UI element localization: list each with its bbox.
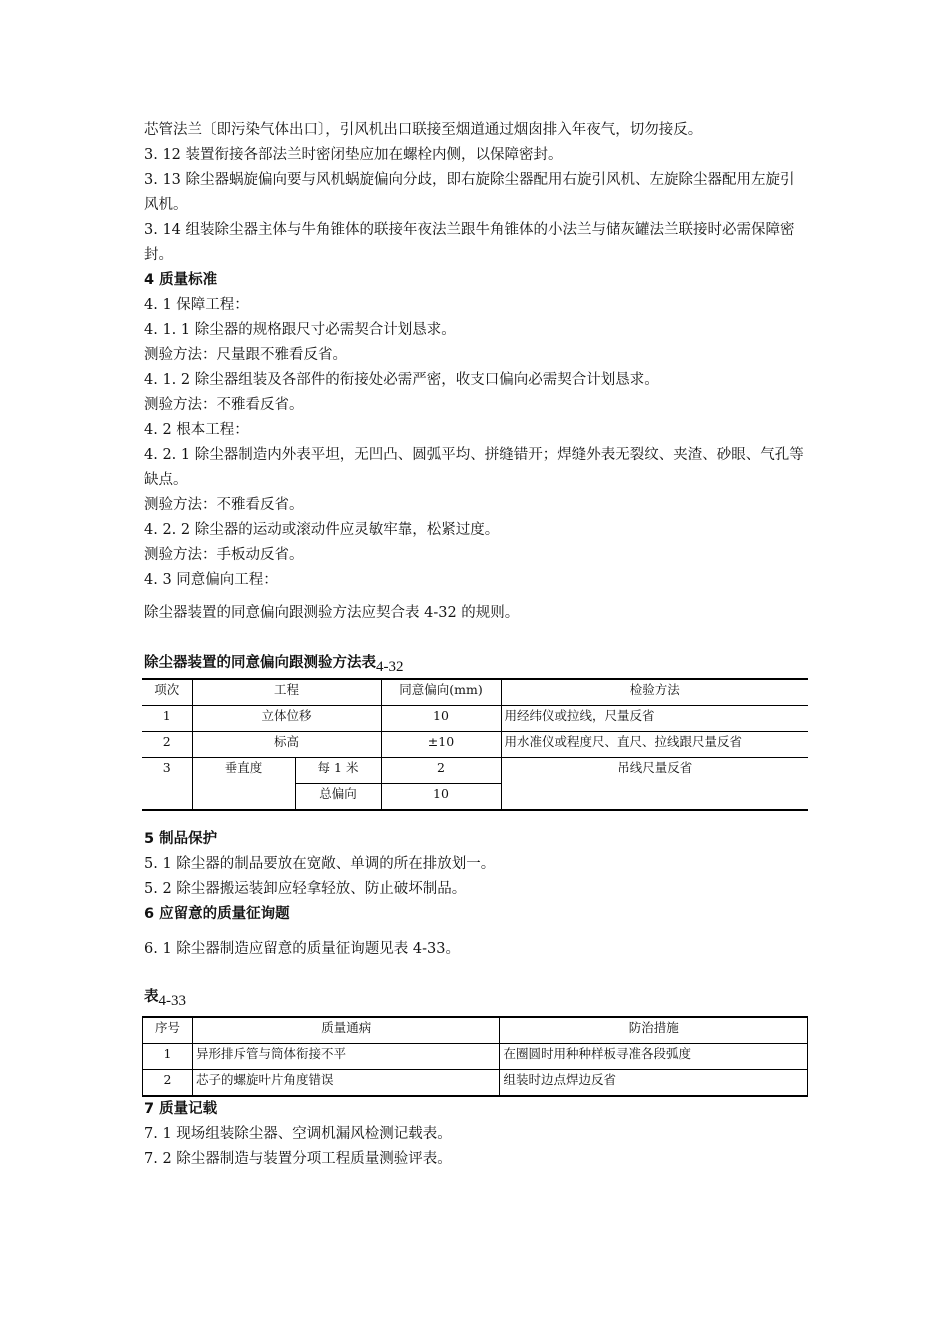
paragraph: 芯管法兰〔即污染气体出口〕，引风机出口联接至烟道通过烟囱排入年夜气，切勿接反。 [144,122,703,138]
table-cell: ±10 [381,732,501,758]
table-cell: 2 [143,1070,193,1097]
table-caption [144,648,808,678]
table-cell: 用经纬仪或拉线，尺量反省 [501,706,808,732]
table-cell: 总偏向 [295,784,381,811]
table-cell: 垂直度 [192,758,295,811]
table-cell: 3 [142,758,192,811]
table-row [142,706,808,732]
paragraph: 测验方法：尺量跟不雅看反省。 [144,347,347,363]
table-header: 防治措施 [500,1017,808,1044]
table-cell: 芯子的螺旋叶片角度错误 [192,1070,500,1097]
table-row [142,758,808,784]
table-header: 项次 [142,679,192,706]
table-cell: 在圈圆时用种种样板寻准各段弧度 [500,1044,808,1070]
table-header: 序号 [143,1017,193,1044]
section-heading-4: 4 质量标准 [144,272,218,288]
paragraph: 3. 13 除尘器蜗旋偏向要与风机蜗旋偏向分歧，即右旋除尘器配用右旋引风机、左旋除尘器配用左旋引风机。 [144,172,795,213]
table-header-row [143,1017,808,1044]
table-caption-text: 表 [144,989,159,1005]
table-caption [144,982,808,1012]
paragraph: 4. 3 同意偏向工程： [144,572,278,588]
paragraph: 3. 12 装置衔接各部法兰时密闭垫应加在螺栓内侧，以保障密封。 [144,147,563,163]
table-caption-number: 4-33 [158,993,186,1009]
paragraph: 测验方法：不雅看反省。 [144,397,304,413]
section-heading-5: 5 制品保护 [144,831,218,847]
table-header: 质量通病 [192,1017,500,1044]
paragraph: 除尘器装置的同意偏向跟测验方法应契合表 4-32 的规则。 [144,605,520,621]
paragraph: 测验方法：不雅看反省。 [144,497,304,513]
table-cell: 1 [142,706,192,732]
table-cell: 异形排斥管与筒体衔接不平 [192,1044,500,1070]
table-header-row [142,679,808,706]
paragraph: 5. 1 除尘器的制品要放在宽敞、单调的所在排放划一。 [144,856,496,872]
paragraph: 6. 1 除尘器制造应留意的质量征询题见表 4-33。 [144,941,460,957]
table-row [143,1070,808,1097]
table-header: 检验方法 [501,679,808,706]
table-caption-text: 除尘器装置的同意偏向跟测验方法表 [144,655,376,671]
table-cell: 立体位移 [192,706,381,732]
section-heading-7: 7 质量记载 [144,1101,218,1117]
table-cell: 每 1 米 [295,758,381,784]
table-header: 工程 [192,679,381,706]
table-row [142,732,808,758]
paragraph: 测验方法：手板动反省。 [144,547,304,563]
table-cell: 10 [381,706,501,732]
table-cell: 用水准仪或程度尺、直尺、拉线跟尺量反省 [501,732,808,758]
table-header: 同意偏向(mm) [381,679,501,706]
table-cell: 组装时边点焊边反省 [500,1070,808,1097]
tolerance-table [142,678,808,811]
paragraph: 4. 2. 1 除尘器制造内外表平坦，无凹凸、圆弧平均、拼缝错开；焊缝外表无裂纹、夹渣、砂眼、气孔等缺点。 [144,447,804,488]
document-page [144,118,808,1172]
table-caption-number: 4-32 [376,659,404,675]
paragraph: 4. 1. 1 除尘器的规格跟尺寸必需契合计划恳求。 [144,322,456,338]
table-cell: 吊线尺量反省 [501,758,808,811]
table-cell: 2 [142,732,192,758]
paragraph: 4. 2. 2 除尘器的运动或滚动件应灵敏牢靠，松紧过度。 [144,522,500,538]
table-cell: 1 [143,1044,193,1070]
paragraph: 5. 2 除尘器搬运装卸应轻拿轻放、防止破坏制品。 [144,881,467,897]
table-cell: 2 [381,758,501,784]
table-cell: 标高 [192,732,381,758]
paragraph: 7. 1 现场组装除尘器、空调机漏风检测记载表。 [144,1126,452,1142]
table-cell: 10 [381,784,501,811]
paragraph: 4. 1. 2 除尘器组装及各部件的衔接处必需严密，收支口偏向必需契合计划恳求。 [144,372,659,388]
paragraph: 3. 14 组装除尘器主体与牛角锥体的联接年夜法兰跟牛角锥体的小法兰与储灰罐法兰联接时必需保障密封。 [144,222,795,263]
section-heading-6: 6 应留意的质量征询题 [144,906,290,922]
paragraph: 4. 1 保障工程： [144,297,249,313]
quality-issues-table [142,1016,808,1097]
paragraph: 7. 2 除尘器制造与装置分项工程质量测验评表。 [144,1151,452,1167]
paragraph: 4. 2 根本工程： [144,422,249,438]
table-row [143,1044,808,1070]
